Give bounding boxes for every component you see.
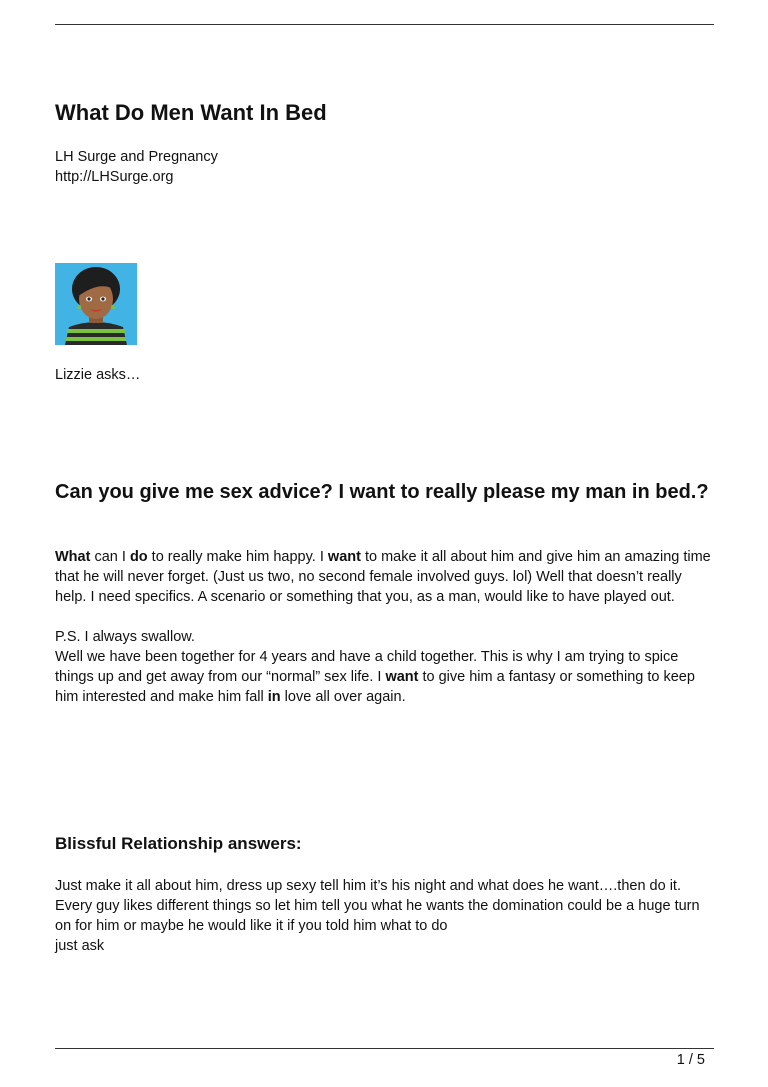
answer-line-1: Just make it all about him, dress up sexy tell him it’s his night and what does he want….then do it. — [55, 878, 681, 894]
answer-line-2: Every guy likes different things so let him tell you what he wants the domination could be a huge turn on for him or maybe he would like it if you told him what to do — [55, 898, 700, 934]
answer-body — [55, 876, 715, 956]
text-run: love all over again. — [280, 689, 406, 705]
bold-word-do: do — [129, 549, 148, 565]
text-run: P.S. I always swallow. — [55, 629, 195, 645]
text-run: to give him a fantasy or something to keep him interested and make him fall — [55, 669, 695, 705]
text-run: Well we have been together for 4 years and have a child together. This is why I am trying to spice things up and get away from our “normal” sex life. I — [55, 649, 679, 685]
bold-word-want: want — [327, 549, 361, 565]
source-block — [55, 147, 715, 187]
text-run: to make it all about him and give him an amazing time that he will never forget. (Just us two, no second female involved guys. lol) Well that doesn’t really help. I need specifics. A scenario or something that you, as a man, would like to have played out. — [55, 549, 711, 605]
bold-word-what: What — [55, 549, 91, 565]
source-name: LH Surge and Pregnancy — [55, 149, 218, 165]
page-number: 1 / 5 — [676, 1052, 705, 1068]
text-run: can I — [90, 549, 130, 565]
question-title: Can you give me sex advice? I want to really please my man in bed.? — [55, 481, 709, 503]
answer-heading: Blissful Relationship answers: — [55, 834, 302, 853]
paragraph-gap — [55, 607, 715, 627]
answer-line-3: just ask — [55, 938, 105, 954]
question-paragraph-2 — [55, 627, 715, 707]
bottom-rule — [55, 1048, 714, 1049]
document-title: What Do Men Want In Bed — [55, 100, 327, 125]
asker-line: Lizzie asks… — [55, 367, 141, 383]
top-rule — [55, 24, 714, 25]
bold-word-in: in — [267, 689, 281, 705]
text-run: to really make him happy. I — [147, 549, 328, 565]
bold-word-want: want — [385, 669, 419, 685]
source-url: http://LHSurge.org — [55, 169, 174, 185]
question-paragraph-1 — [55, 547, 715, 607]
asker-avatar — [55, 263, 137, 345]
question-body — [55, 547, 715, 707]
